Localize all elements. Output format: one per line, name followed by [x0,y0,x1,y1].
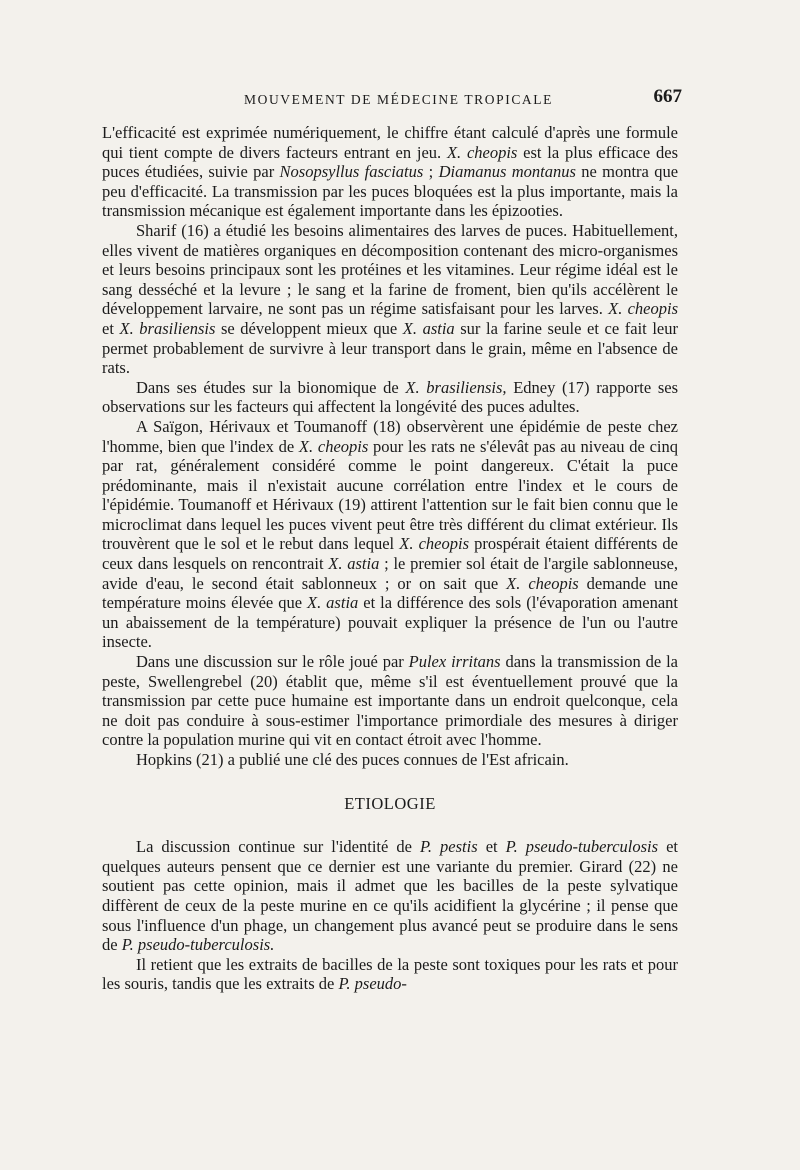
paragraph-7: La discussion continue sur l'identité de P. pestis et P. pseudo-tuberculosis et quelques auteurs pensent que ce dernier est une variante du premier. Girard (22) ne soutient pas cette opinion, mais il admet que les bacilles de la peste sylvatique diffèrent de ceux de la peste murine en ce qu'ils acidifient la glycérine ; il pense que sous l'influence d'un phage, un changement plus avancé peut se produire dans le sens de P. pseudo-tuberculosis. [102,837,678,955]
page-number: 667 [653,86,682,107]
section-heading: ETIOLOGIE [344,793,436,813]
paragraph-1: L'efficacité est exprimée numériquement, le chiffre étant calculé d'après une formule qui tient compte de divers facteurs entrant en jeu. X. cheopis est la plus efficace des puces étudiées, suivie par Nosopsyllus fasciatus ; Diamanus montanus ne montra que peu d'efficacité. La transmission par les puces bloquées est la plus importante, mais la transmission mécanique est également importante dans les épizooties. [102,123,679,221]
paragraph-2: Sharif (16) a étudié les besoins alimentaires des larves de puces. Habituellement, elles vivent de matières organiques en décomposition contenant des micro-organismes et leurs besoins principaux sont les protéines et les vitamines. Leur régime idéal est le sang desséché et la levure ; le sang et la farine de froment, bien qu'ils accélèrent le développement larvaire, ne sont pas un régime satisfaisant pour les larves. X. cheopis et X. brasiliensis se développent mieux que X. astia sur la farine seule et ce fait leur permet probablement de survivre à leur transport dans le grain, même en l'absence de rats. [102,220,678,378]
page-header [96,86,682,112]
running-title: MOUVEMENT DE MÉDECINE TROPICALE [244,92,553,107]
body-text [102,123,678,994]
paragraph-5: Dans une discussion sur le rôle joué par Pulex irritans dans la transmission de la peste, Swellengrebel (20) établit que, même s'il est éventuellement prouvé que la transmission par cette puce humaine est importante dans un endroit quelconque, cela ne doit pas conduire à sous-estimer l'importance primordiale des mesures à diriger contre la population murine qui vit en contact étroit avec l'homme. [102,652,678,750]
paragraph-4: A Saïgon, Hérivaux et Toumanoff (18) observèrent une épidémie de peste chez l'homme, bien que l'index de X. cheopis pour les rats ne s'élevât pas au niveau de cinq par rat, généralement considéré comme le point dangereux. C'était la puce prédominante, mais il n'existait aucune corrélation entre l'index et le cours de l'épidémie. Toumanoff et Hérivaux (19) attirent l'attention sur le fait bien connu que le microclimat dans lequel les puces vivent peut être très différent du climat extérieur. Ils trouvèrent que le sol et le rebut dans lequel X. cheopis prospérait étaient différents de ceux dans lesquels on rencontrait X. astia ; le premier sol était de l'argile sablonneuse, avide d'eau, le second était sablonneux ; or on sait que X. cheopis demande une température moins élevée que X. astia et la différence des sols (l'évaporation amenant un abaissement de la température) pouvait expliquer la présence de l'un ou l'autre insecte. [102,416,679,652]
paragraph-6: Hopkins (21) a publié une clé des puces connues de l'Est africain. [136,750,569,769]
paragraph-3: Dans ses études sur la bionomique de X. brasiliensis, Edney (17) rapporte ses observations sur les facteurs qui affectent la longévité des puces adultes. [102,377,679,417]
paragraph-8: Il retient que les extraits de bacilles de la peste sont toxiques pour les rats et pour les souris, tandis que les extraits de P. pseudo- [102,954,678,994]
